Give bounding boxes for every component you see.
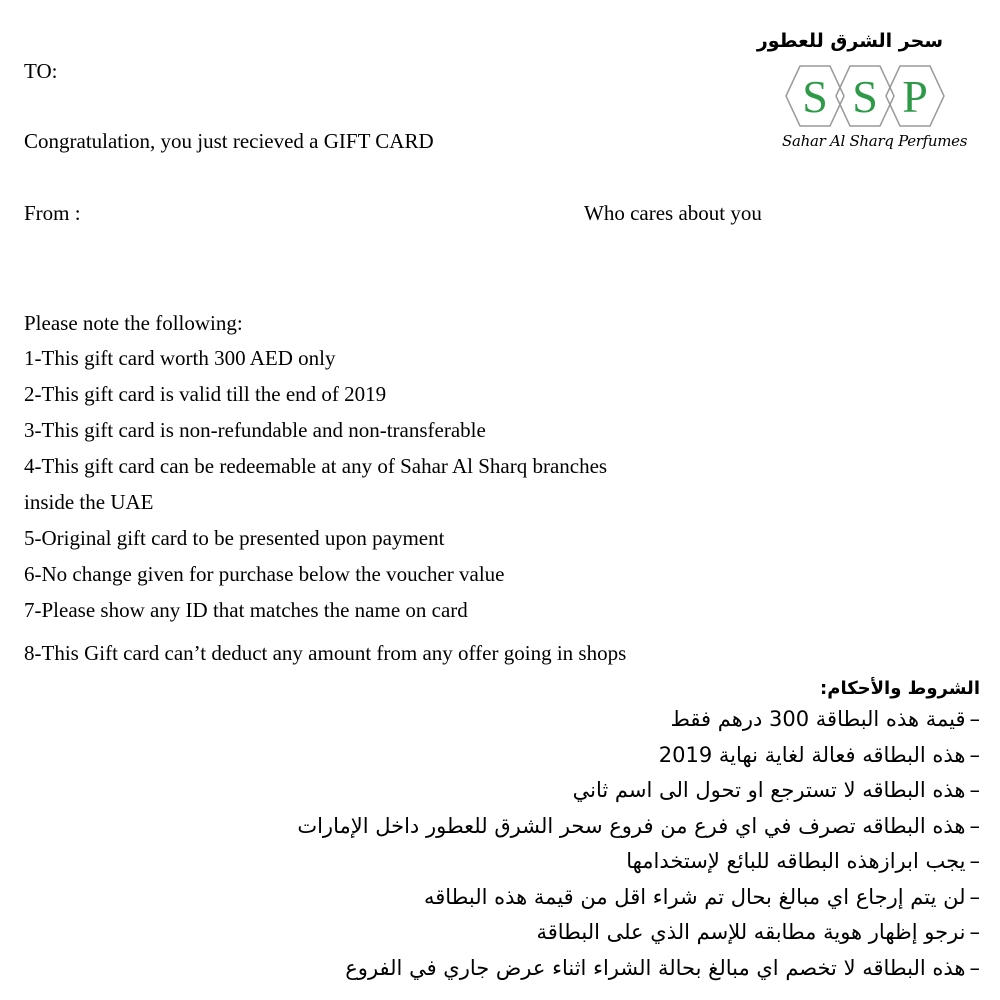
note-item: inside the UAE [24, 490, 154, 514]
note-item: 2-This gift card is valid till the end of 2019 [24, 382, 387, 406]
arabic-term-item: –يجب ابرازهذه البطاقه للبائع لإستخدامها [626, 849, 980, 873]
logo-letter-1: S [802, 71, 828, 122]
note-item: 8-This Gift card can’t deduct any amount from any offer going in shops [24, 641, 627, 665]
logo-letter-2: S [852, 71, 878, 122]
from-value: Who cares about you [584, 201, 762, 225]
logo-english-name: Sahar Al Sharq Perfumes [782, 132, 968, 150]
arabic-terms [100, 676, 980, 986]
logo-letter-3: P [902, 71, 928, 122]
from-label: From : [24, 201, 81, 225]
arabic-term-item: –لن يتم إرجاع اي مبالغ بحال تم شراء اقل من قيمة هذه البطاقه [423, 884, 980, 909]
to-label: TO: [24, 59, 58, 83]
note-item: 4-This gift card can be redeemable at any of Sahar Al Sharq branches [24, 454, 608, 478]
logo-arabic-name: سحر الشرق للعطور [756, 30, 943, 52]
note-item: 3-This gift card is non-refundable and non-transferable [24, 418, 486, 442]
arabic-term-item: –هذه البطاقه لا تسترجع او تحول الى اسم ثاني [572, 778, 980, 802]
note-item: 6-No change given for purchase below the voucher value [24, 562, 505, 586]
arabic-terms-title: الشروط والأحكام: [820, 678, 980, 699]
note-item: 1-This gift card worth 300 AED only [24, 346, 336, 370]
arabic-term-item: –هذه البطاقه فعالة لغاية نهاية 2019 [658, 742, 980, 767]
arabic-term-item: –قيمة هذه البطاقة 300 درهم فقط [670, 707, 980, 731]
arabic-term-item: –نرجو إظهار هوية مطابقه للإسم الذي على البطاقة [536, 920, 980, 944]
arabic-term-item: –هذه البطاقه لا تخصم اي مبالغ بحالة الشراء اثناء عرض جاري في الفروع [345, 955, 980, 980]
congratulation-text: Congratulation, you just recieved a GIFT CARD [24, 129, 434, 153]
notes-intro: Please note the following: [24, 311, 243, 335]
ssp-logo [756, 30, 968, 165]
arabic-term-item: –هذه البطاقه تصرف في اي فرع من فروع سحر الشرق للعطور داخل الإمارات [297, 813, 980, 838]
note-item: 5-Original gift card to be presented upon payment [24, 526, 445, 550]
logo-hexagons [780, 60, 950, 132]
note-item: 7-Please show any ID that matches the name on card [24, 598, 468, 622]
